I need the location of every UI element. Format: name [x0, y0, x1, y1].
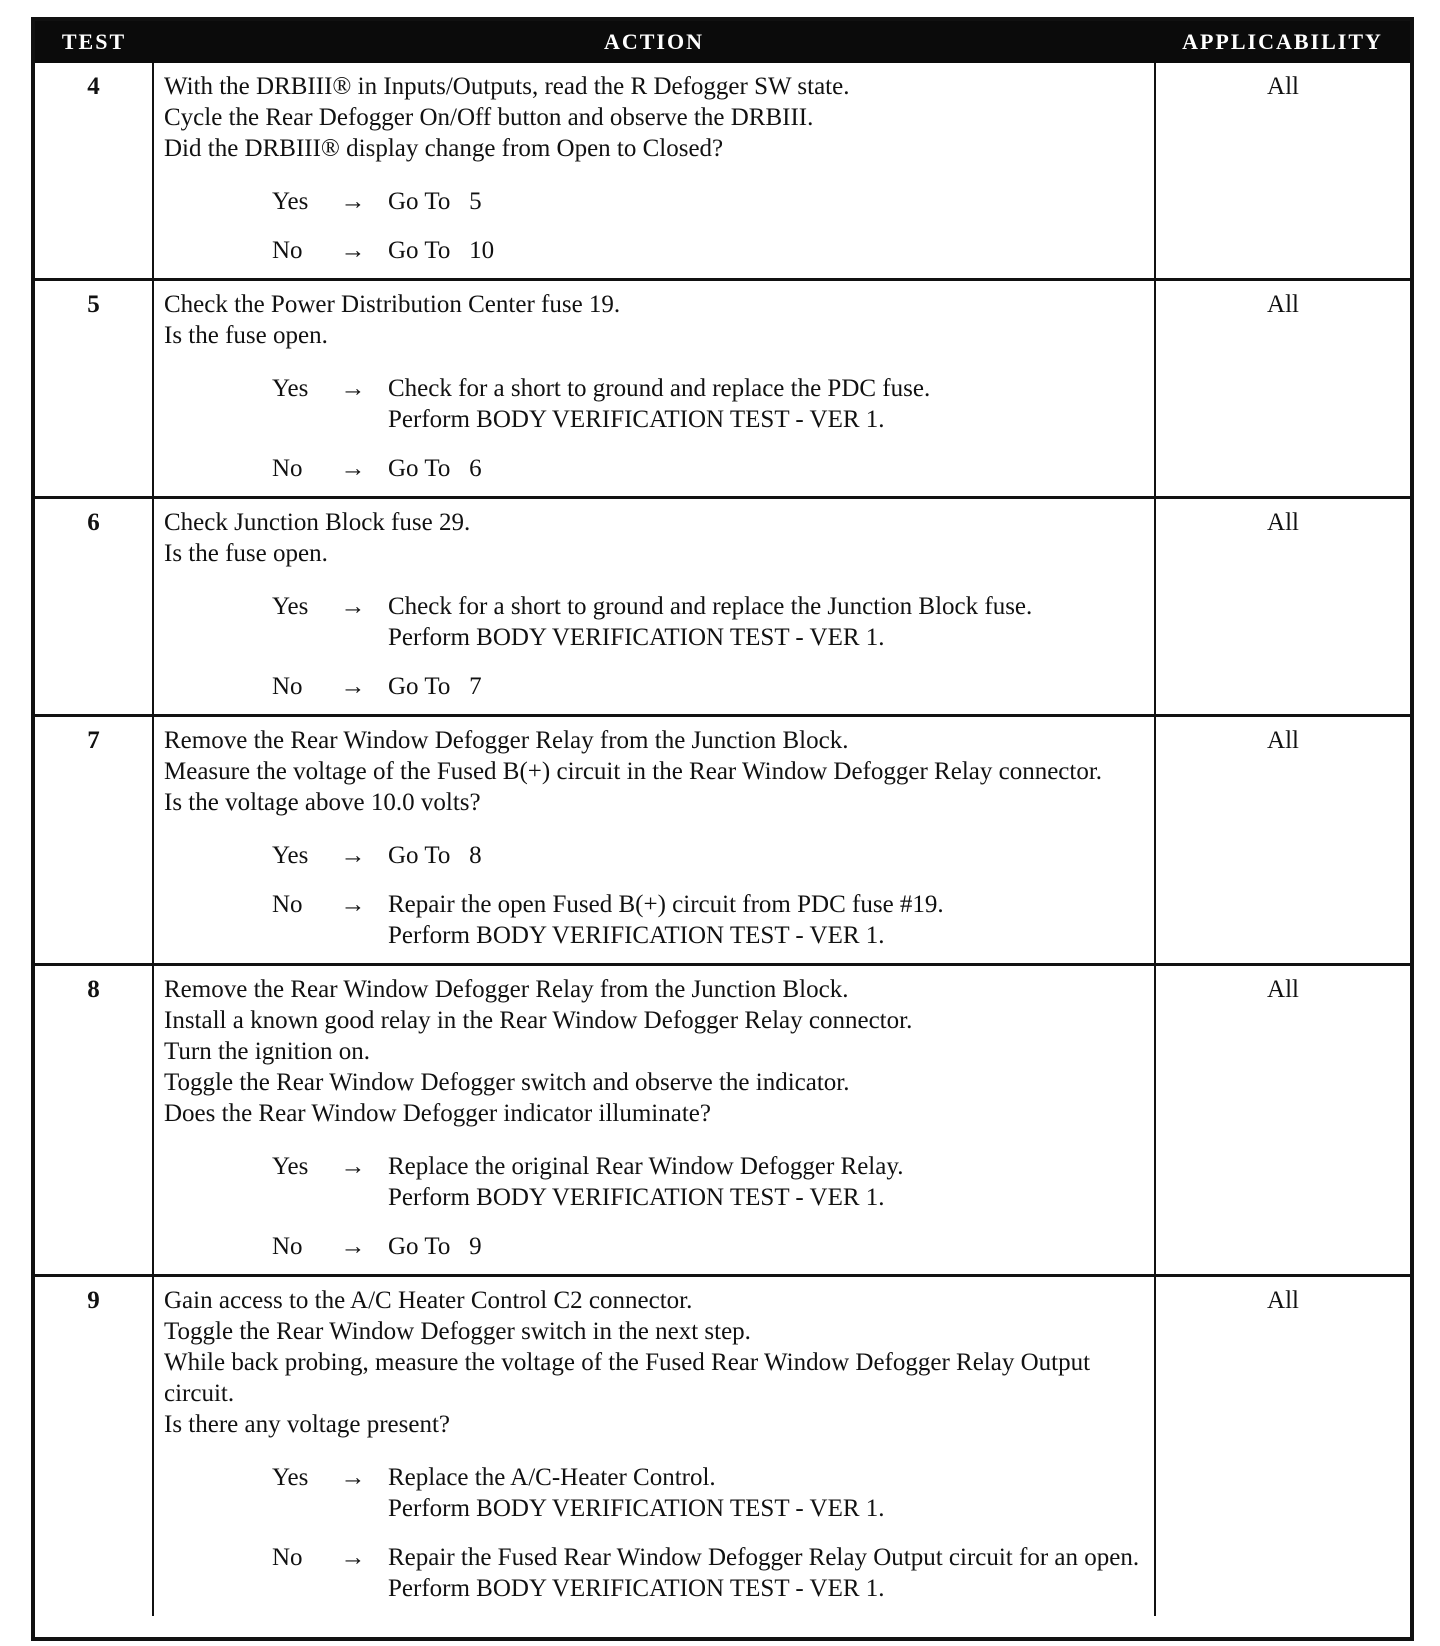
arrow-right-icon: →: [340, 842, 366, 869]
table-row: [35, 280, 1410, 498]
outcome-line: Perform BODY VERIFICATION TEST - VER 1.: [388, 624, 885, 651]
outcome-line: Perform BODY VERIFICATION TEST - VER 1.: [388, 1575, 885, 1602]
action-line: Measure the voltage of the Fused B(+) circuit in the Rear Window Defogger Relay connector.: [164, 758, 1103, 785]
arrow-right-icon: →: [340, 673, 366, 700]
action-line: Is the voltage above 10.0 volts?: [164, 789, 481, 816]
answer-no-outcome: [388, 453, 1150, 484]
arrow-right-icon: →: [340, 188, 366, 215]
outcome-line: Check for a short to ground and replace the PDC fuse.: [388, 375, 931, 402]
answer-yes-label: Yes: [272, 188, 309, 215]
action-line: Turn the ignition on.: [164, 1038, 371, 1065]
outcome-line: Go To 9: [388, 1233, 482, 1260]
arrow-right-icon: →: [340, 375, 366, 402]
outcome-line: Go To 6: [388, 455, 482, 482]
answer-no-outcome: [388, 1231, 1150, 1262]
arrow-right-icon: →: [340, 1544, 366, 1571]
arrow-right-icon: →: [340, 593, 366, 620]
action-cell: [153, 716, 1155, 965]
test-number: 9: [35, 1276, 153, 1617]
outcome-line: Perform BODY VERIFICATION TEST - VER 1.: [388, 406, 885, 433]
outcome-line: Perform BODY VERIFICATION TEST - VER 1.: [388, 1184, 885, 1211]
table-body: [35, 63, 1410, 1616]
outcome-line: Replace the original Rear Window Defogger Relay.: [388, 1153, 904, 1180]
outcome-line: Go To 8: [388, 842, 482, 869]
test-number: 6: [35, 498, 153, 716]
arrow-right-icon: →: [340, 1464, 366, 1491]
applicability-value: All: [1155, 1276, 1410, 1617]
action-line: Check the Power Distribution Center fuse 19.: [164, 291, 621, 318]
outcome-line: Repair the Fused Rear Window Defogger Relay Output circuit for an open.: [388, 1544, 1140, 1571]
answer-no-outcome: [388, 235, 1150, 266]
action-line: Install a known good relay in the Rear Window Defogger Relay connector.: [164, 1007, 913, 1034]
outcome-line: Replace the A/C-Heater Control.: [388, 1464, 716, 1491]
answer-yes-outcome: [388, 1462, 1150, 1524]
table-row: [35, 1276, 1410, 1617]
action-line: Remove the Rear Window Defogger Relay from the Junction Block.: [164, 976, 849, 1003]
action-cell: [153, 965, 1155, 1276]
answer-yes: [164, 186, 1150, 217]
action-line: Is there any voltage present?: [164, 1411, 450, 1438]
answer-no-label: No: [272, 455, 303, 482]
action-line: With the DRBIII® in Inputs/Outputs, read the R Defogger SW state.: [164, 73, 850, 100]
table-row: [35, 965, 1410, 1276]
action-line: Does the Rear Window Defogger indicator illuminate?: [164, 1100, 711, 1127]
header-applicability: APPLICABILITY: [1155, 21, 1410, 63]
table-row: [35, 63, 1410, 280]
answer-yes-label: Yes: [272, 842, 309, 869]
answer-yes-label: Yes: [272, 375, 309, 402]
test-number: 4: [87, 73, 100, 100]
action-line: Is the fuse open.: [164, 540, 328, 567]
outcome-line: Check for a short to ground and replace the Junction Block fuse.: [388, 593, 1033, 620]
action-line: Remove the Rear Window Defogger Relay from the Junction Block.: [164, 727, 849, 754]
outcome-line: Go To 5: [388, 188, 482, 215]
answer-yes-outcome: [388, 186, 1150, 217]
action-line: Check Junction Block fuse 29.: [164, 509, 471, 536]
outcome-line: Go To 7: [388, 673, 482, 700]
table-row: [35, 498, 1410, 716]
arrow-right-icon: →: [340, 455, 366, 482]
answer-no: [164, 1542, 1150, 1604]
outcome-line: Perform BODY VERIFICATION TEST - VER 1.: [388, 922, 885, 949]
answer-no-outcome: [388, 1542, 1150, 1604]
answer-yes: [164, 1462, 1150, 1524]
answer-yes-outcome: [388, 591, 1150, 653]
action-line: Is the fuse open.: [164, 322, 328, 349]
answer-yes-label: Yes: [272, 593, 309, 620]
table-row: [35, 716, 1410, 965]
arrow-right-icon: →: [340, 1153, 366, 1180]
action-cell: [153, 1276, 1155, 1617]
answer-no-label: No: [272, 891, 303, 918]
answer-yes-outcome: [388, 1151, 1150, 1213]
answer-no-outcome: [388, 889, 1150, 951]
test-number: 7: [35, 716, 153, 965]
header-test: TEST: [35, 21, 153, 63]
answer-yes-outcome: [388, 840, 1150, 871]
outcome-line: Repair the open Fused B(+) circuit from PDC fuse #19.: [388, 891, 944, 918]
arrow-right-icon: →: [340, 237, 366, 264]
diagnostic-table-frame: [31, 17, 1414, 1641]
action-line: Gain access to the A/C Heater Control C2 connector.: [164, 1287, 693, 1314]
arrow-right-icon: →: [340, 891, 366, 918]
answer-yes: [164, 840, 1150, 871]
applicability-value: All: [1155, 716, 1410, 965]
applicability-value: All: [1155, 280, 1410, 498]
action-line: Cycle the Rear Defogger On/Off button and observe the DRBIII.: [164, 104, 814, 131]
action-cell: [153, 280, 1155, 498]
answer-yes-label: Yes: [272, 1464, 309, 1491]
answer-yes-label: Yes: [272, 1153, 309, 1180]
outcome-line: Go To 10: [388, 237, 495, 264]
answer-yes: [164, 591, 1150, 653]
action-line: Toggle the Rear Window Defogger switch in the next step.: [164, 1318, 751, 1345]
answer-no-outcome: [388, 671, 1150, 702]
answer-no: [164, 889, 1150, 951]
answer-no: [164, 671, 1150, 702]
test-number: 5: [35, 280, 153, 498]
action-cell: [153, 498, 1155, 716]
test-number: 8: [35, 965, 153, 1276]
action-line: While back probing, measure the voltage of the Fused Rear Window Defogger Relay Output circuit.: [164, 1349, 1091, 1407]
outcome-line: Perform BODY VERIFICATION TEST - VER 1.: [388, 1495, 885, 1522]
answer-no: [164, 453, 1150, 484]
action-line: Did the DRBIII® display change from Open to Closed?: [164, 135, 724, 162]
applicability-value: All: [1155, 965, 1410, 1276]
applicability-value: All: [1267, 73, 1299, 100]
arrow-right-icon: →: [340, 1233, 366, 1260]
answer-no-label: No: [272, 237, 303, 264]
answer-yes: [164, 1151, 1150, 1213]
answer-yes: [164, 373, 1150, 435]
action-line: Toggle the Rear Window Defogger switch and observe the indicator.: [164, 1069, 850, 1096]
table-header: [35, 21, 1410, 63]
applicability-value: All: [1155, 498, 1410, 716]
answer-no-label: No: [272, 1233, 303, 1260]
answer-no-label: No: [272, 1544, 303, 1571]
answer-no: [164, 1231, 1150, 1262]
action-cell: [153, 63, 1155, 280]
answer-yes-outcome: [388, 373, 1150, 435]
header-action: ACTION: [153, 21, 1155, 63]
answer-no-label: No: [272, 673, 303, 700]
diagnostic-table: [35, 21, 1410, 1616]
answer-no: [164, 235, 1150, 266]
